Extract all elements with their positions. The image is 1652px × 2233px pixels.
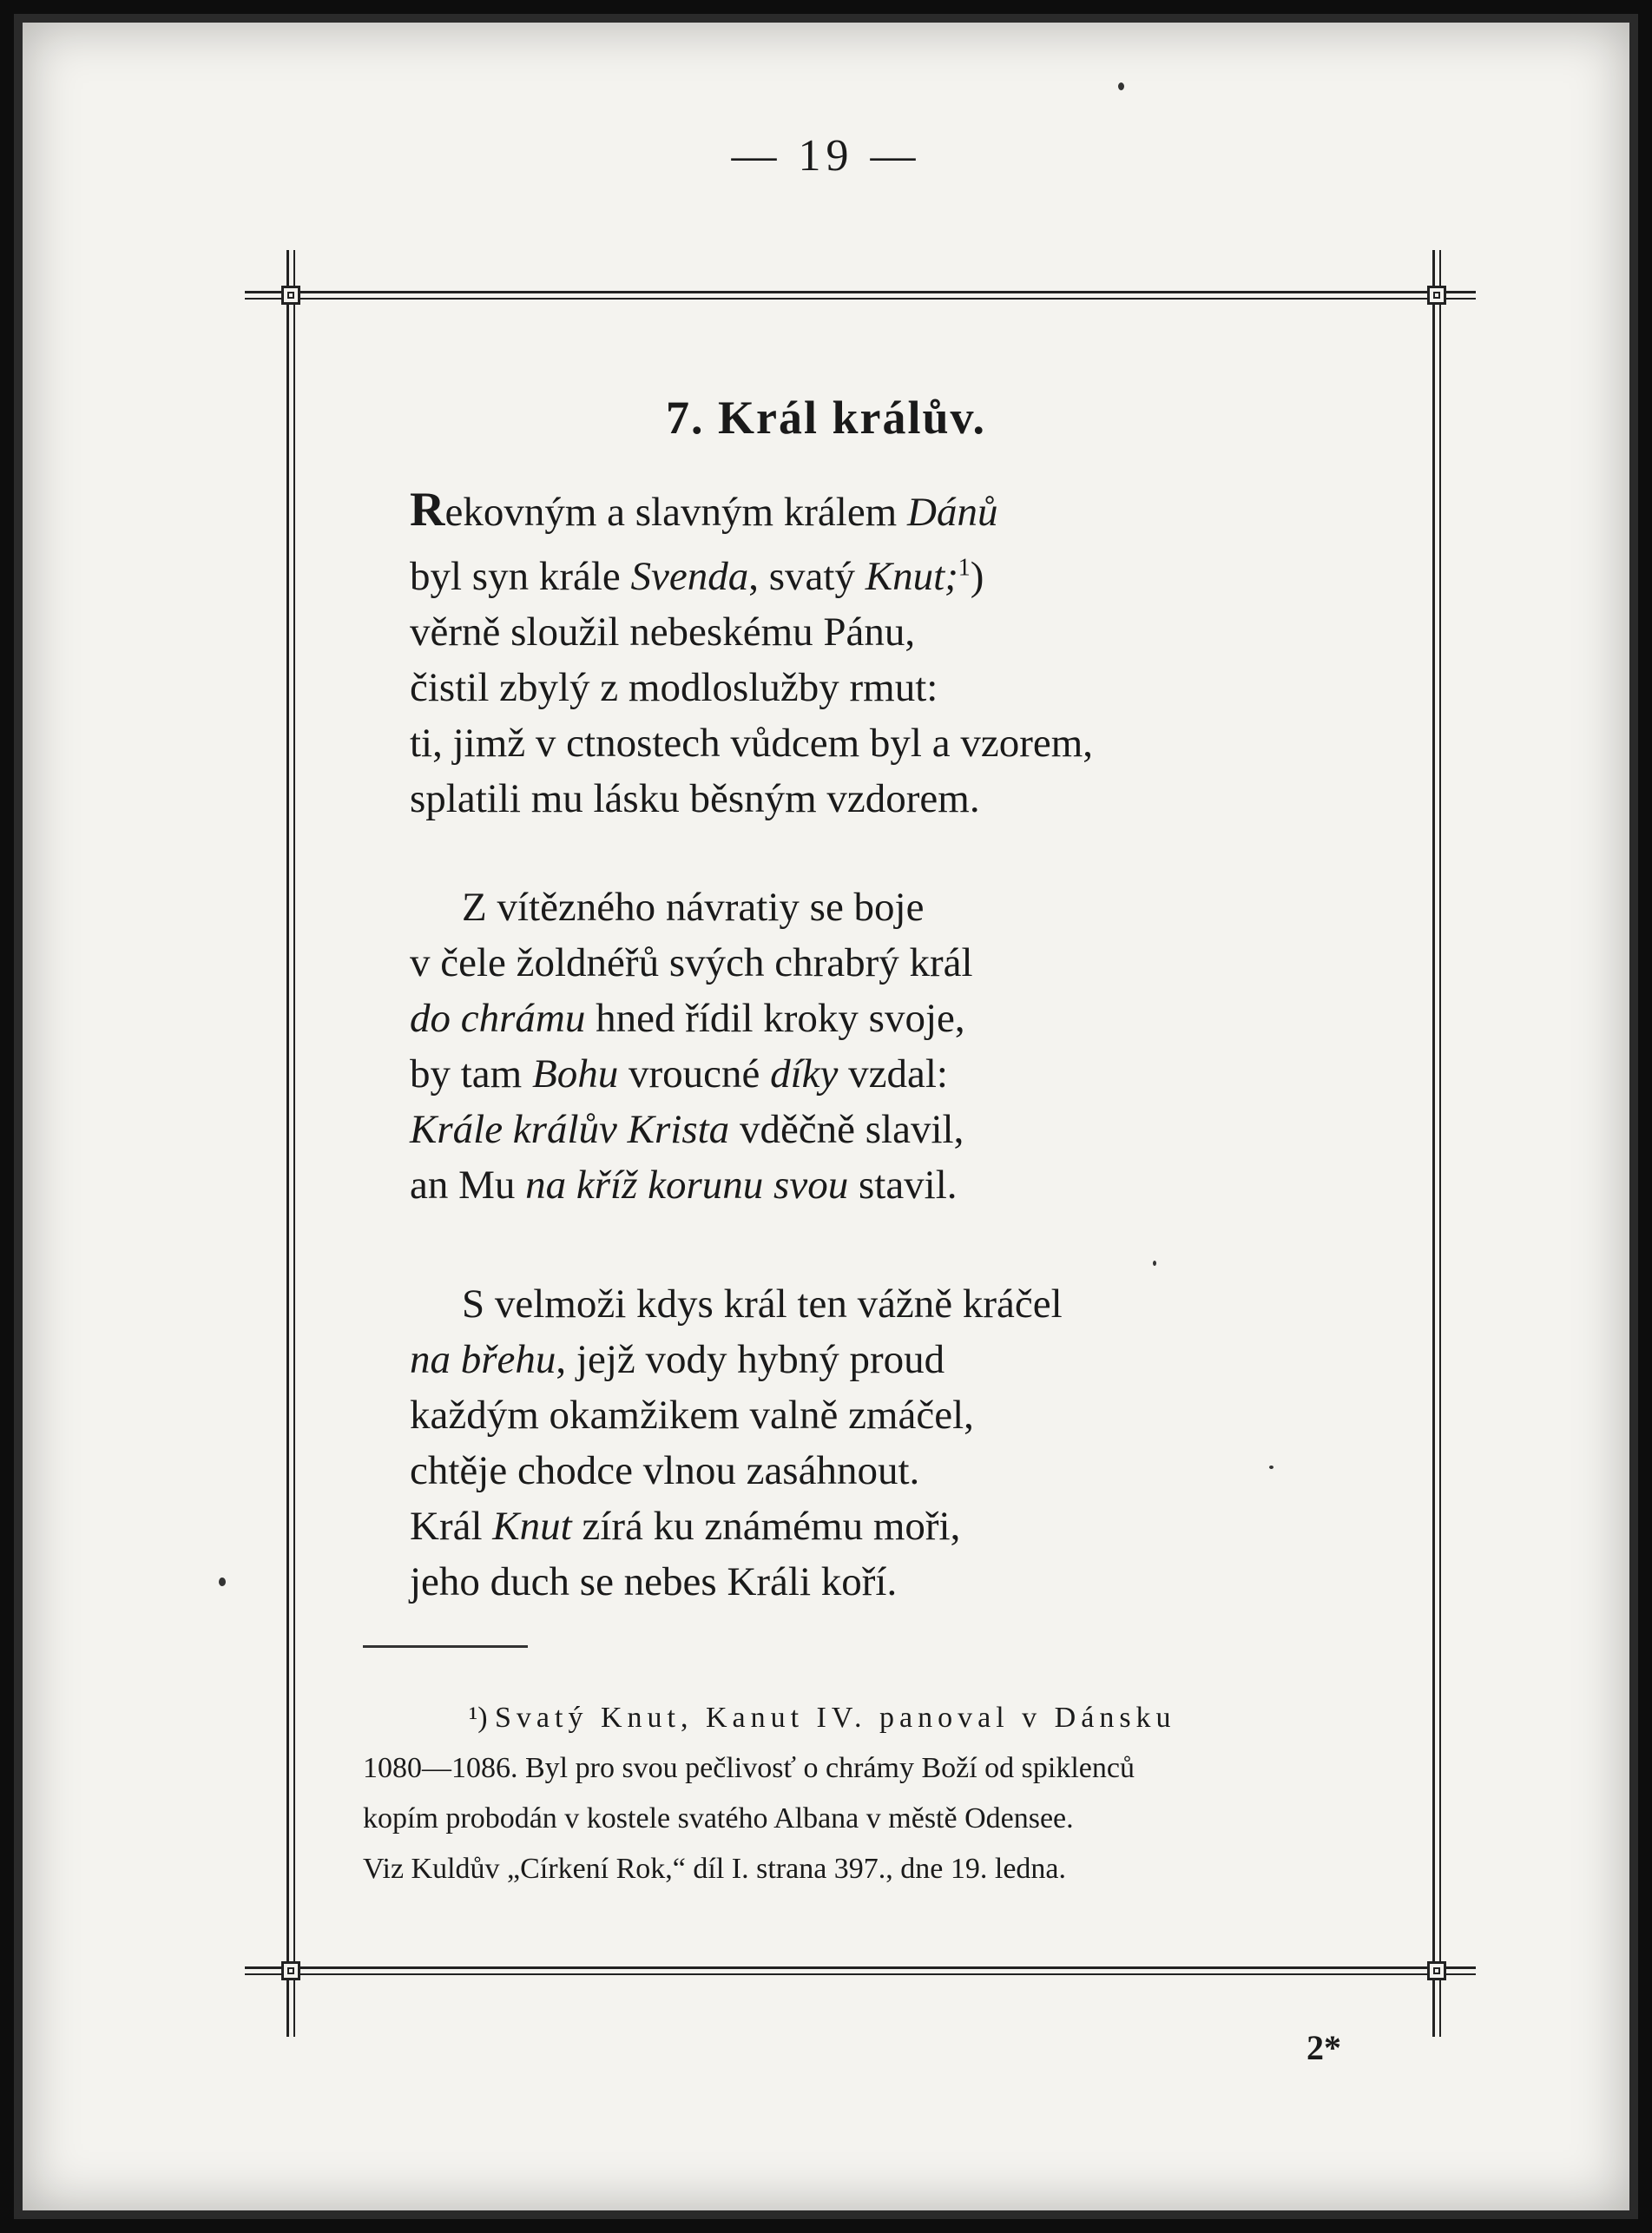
verse-line: splatili mu lásku běsným vzdorem. — [410, 775, 980, 821]
frame-corner-ornament — [1427, 1961, 1446, 1980]
verse-line: Krále králův Krista vděčně slavil, — [410, 1107, 964, 1152]
frame-corner-ornament — [281, 1961, 300, 1980]
scan-speck — [1118, 82, 1124, 90]
verse-line: Král Knut zírá ku známému moři, — [410, 1504, 961, 1549]
verse-line: každým okamžikem valně zmáčel, — [410, 1393, 974, 1438]
stanza-2 — [410, 879, 973, 1213]
page-number: — 19 — — [731, 131, 921, 181]
scan-speck — [219, 1578, 226, 1586]
footnote-line: ¹) Svatý Knut, Kanut IV. panoval v Dánsku — [469, 1702, 1176, 1734]
printer-signature-mark: 2* — [1306, 2028, 1341, 2067]
verse-line: S velmoži kdys král ten vážně kráčel — [462, 1281, 1063, 1327]
footnote-line: 1080—1086. Byl pro svou pečlivosť o chrámy Boží od spiklenců — [363, 1752, 1135, 1784]
verse-line: věrně sloužil nebeskému Pánu, — [410, 609, 916, 655]
scan-speck — [1153, 1261, 1156, 1266]
frame-corner-ornament — [281, 286, 300, 305]
verse-line: do chrámu hned řídil kroky svoje, — [410, 996, 965, 1041]
verse-line: jeho duch se nebes Králi koří. — [410, 1559, 898, 1604]
footnote-marker: ¹) — [469, 1702, 488, 1734]
poem-title: 7. Král králův. — [665, 392, 987, 444]
verse-line: by tam Bohu vroucné díky vzdal: — [410, 1051, 948, 1097]
stanza-1 — [410, 482, 1093, 827]
stanza-3 — [410, 1276, 1063, 1610]
verse-line: Rekovným a slavným králem Dánů — [410, 483, 998, 537]
frame-corner-ornament — [1427, 286, 1446, 305]
verse-line: byl syn krále Svenda, svatý Knut;$^1$) — [410, 553, 984, 599]
verse-line: čistil zbylý z modloslužby rmut: — [410, 664, 938, 710]
verse-line: ti, jimž v ctnostech vůdcem byl a vzorem, — [410, 720, 1094, 766]
footnote-line: Viz Kuldův „Církení Rok,“ díl I. strana 397., dne 19. ledna. — [363, 1853, 1067, 1885]
verse-line: na břehu, jejž vody hybný proud — [410, 1337, 945, 1382]
footnote-divider — [363, 1645, 528, 1648]
verse-line: Z vítězného návratiy se boje — [462, 885, 925, 930]
verse-line: chtěje chodce vlnou zasáhnout. — [410, 1448, 920, 1493]
footnote — [363, 1693, 1370, 1894]
verse-line: an Mu na kříž korunu svou stavil. — [410, 1163, 958, 1208]
footnote-line: kopím probodán v kostele svatého Albana v městě Odensee. — [363, 1802, 1074, 1834]
verse-line: v čele žoldnéřů svých chrabrý král — [410, 940, 973, 985]
scan-speck — [1269, 1466, 1274, 1469]
